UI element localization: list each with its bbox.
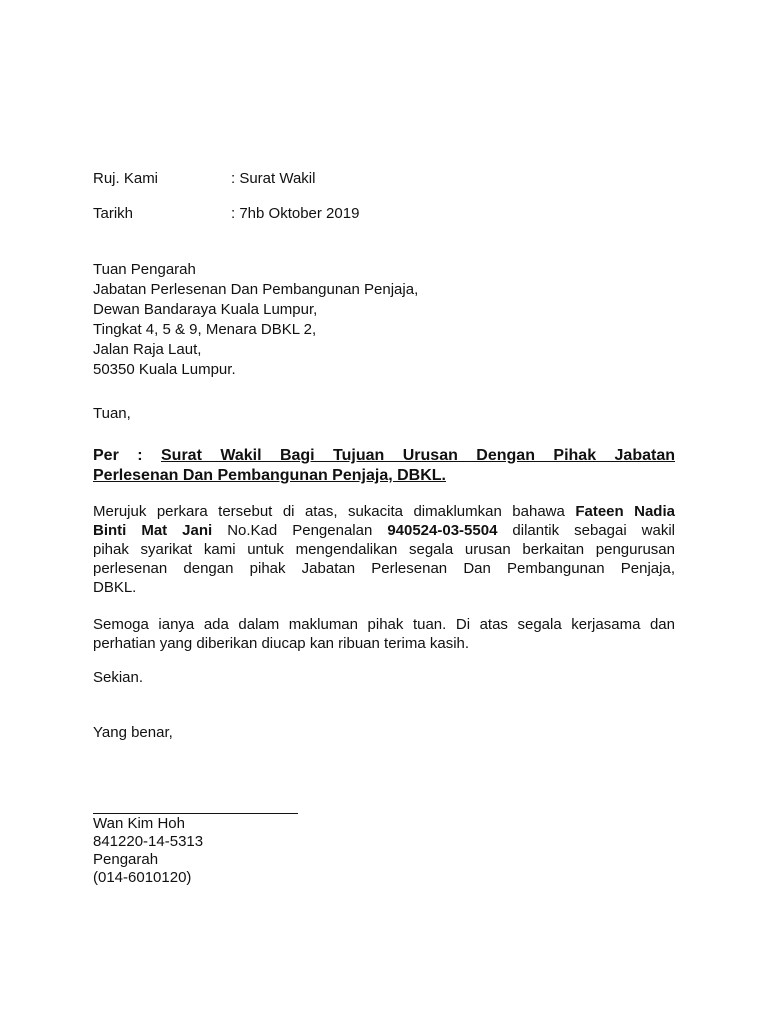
date-label: Tarikh: [93, 205, 134, 222]
body-text: dilantik sebagai wakil: [497, 522, 676, 539]
appointee-ic-number: 940524-03-5504: [387, 522, 498, 539]
body-line: pihak syarikat kami untuk mengendalikan segala urusan berkaitan pengurusan: [93, 541, 675, 558]
signatory-ic: 841220-14-5313: [93, 833, 204, 850]
subject: [93, 446, 675, 486]
recipient-address: [93, 260, 418, 380]
body-line: [93, 521, 675, 540]
body-text: Merujuk perkara tersebut di atas, sukacita dimaklumkan bahawa: [93, 503, 576, 520]
signature-block: [93, 815, 203, 887]
sign-off: Yang benar,: [93, 724, 173, 741]
appointee-name-part: Binti Mat Jani: [93, 522, 213, 539]
reference-label: Ruj. Kami: [93, 170, 159, 187]
subject-line-1: [93, 446, 675, 466]
body-line: DBKL.: [93, 579, 137, 596]
body-line: Semoga ianya ada dalam makluman pihak tuan. Di atas segala kerjasama dan: [93, 616, 675, 633]
body-paragraph-1: [93, 502, 675, 597]
address-line: Jalan Raja Laut,: [93, 341, 202, 358]
body-line: [93, 502, 675, 521]
body-text: No.Kad Pengenalan: [212, 522, 388, 539]
signatory-name: Wan Kim Hoh: [93, 815, 185, 832]
address-line: Dewan Bandaraya Kuala Lumpur,: [93, 301, 318, 318]
body-paragraph-2: [93, 615, 675, 653]
closing: Sekian.: [93, 669, 144, 686]
appointee-name-part: Fateen Nadia: [575, 503, 675, 520]
salutation: Tuan,: [93, 405, 131, 422]
address-line: 50350 Kuala Lumpur.: [93, 361, 236, 378]
subject-prefix: Per :: [93, 447, 143, 464]
reference-value: : Surat Wakil: [231, 170, 316, 187]
subject-line-2: [93, 466, 675, 486]
address-line: Tingkat 4, 5 & 9, Menara DBKL 2,: [93, 321, 317, 338]
address-line: Jabatan Perlesenan Dan Pembangunan Penjaja,: [93, 281, 419, 298]
signatory-phone: (014-6010120): [93, 869, 192, 886]
body-line: perlesenan dengan pihak Jabatan Perlesenan Dan Pembangunan Penjaja,: [93, 560, 675, 577]
subject-title-1: Surat Wakil Bagi Tujuan Urusan Dengan Pihak Jabatan: [161, 447, 675, 464]
address-line: Tuan Pengarah: [93, 261, 196, 278]
date-value: : 7hb Oktober 2019: [231, 205, 360, 222]
signature-line: [93, 813, 298, 814]
subject-title-2: Perlesenan Dan Pembangunan Penjaja, DBKL.: [93, 467, 446, 484]
signatory-title: Pengarah: [93, 851, 159, 868]
body-line: perhatian yang diberikan diucap kan ribuan terima kasih.: [93, 635, 470, 652]
